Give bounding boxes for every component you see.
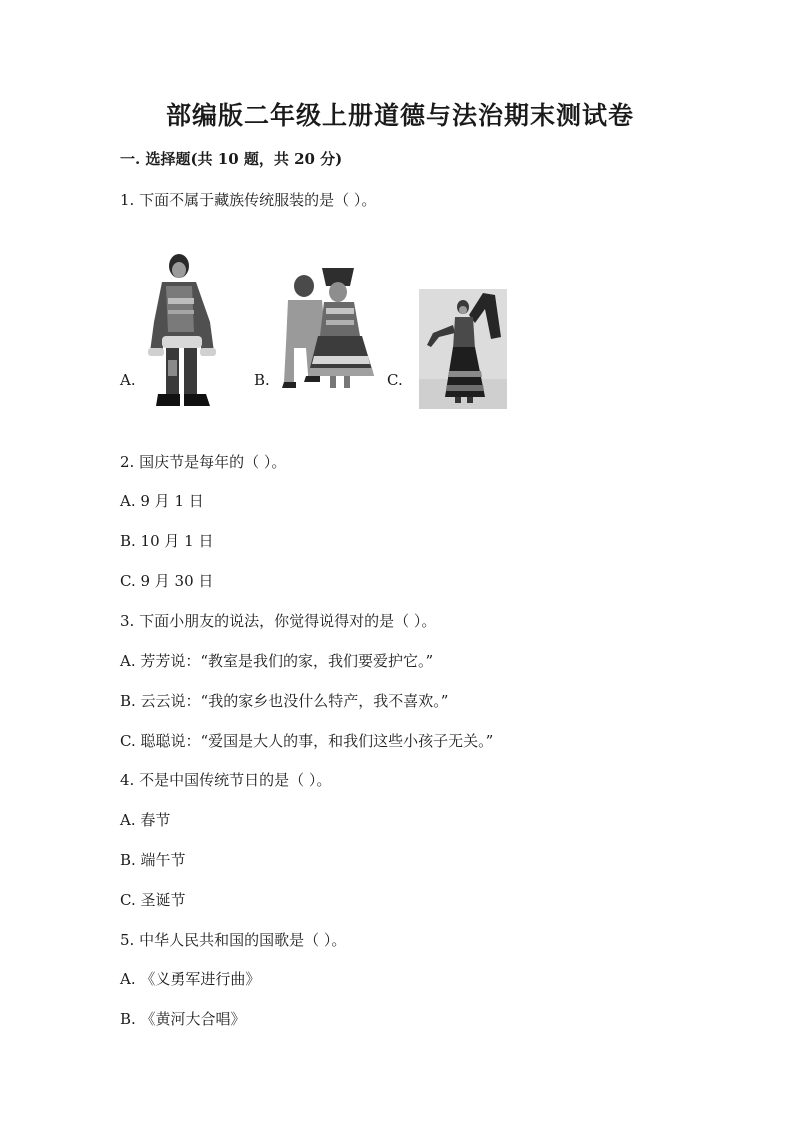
q3-option-b: B. 云云说：“我的家乡也没什么特产，我不喜欢。” bbox=[120, 692, 449, 710]
question-5-stem: 5. 中华人民共和国的国歌是（ ）。 bbox=[120, 931, 347, 949]
q1-option-a-image bbox=[144, 252, 220, 410]
page-title: 部编版二年级上册道德与法治期末测试卷 bbox=[165, 101, 634, 130]
q5-option-b: B. 《黄河大合唱》 bbox=[120, 1010, 246, 1028]
q1-option-b-image bbox=[280, 264, 376, 394]
q3-option-c: C. 聪聪说：“爱国是大人的事，和我们这些小孩子无关。” bbox=[120, 732, 494, 750]
q2-option-c: C. 9 月 30 日 bbox=[120, 572, 214, 590]
question-3-stem: 3. 下面小朋友的说法，你觉得说得对的是（ ）。 bbox=[120, 612, 437, 630]
question-2-stem: 2. 国庆节是每年的（ ）。 bbox=[120, 453, 287, 471]
q4-option-b: B. 端午节 bbox=[120, 851, 186, 869]
q3-option-a: A. 芳芳说：“教室是我们的家，我们要爱护它。” bbox=[120, 652, 434, 670]
section-heading: 一. 选择题(共 10 题，共 20 分) bbox=[120, 150, 343, 168]
q4-option-a: A. 春节 bbox=[120, 811, 171, 829]
q2-option-b: B. 10 月 1 日 bbox=[120, 532, 214, 550]
q1-option-a-label: A. bbox=[120, 371, 136, 389]
question-1-stem: 1. 下面不属于藏族传统服装的是（ ）。 bbox=[120, 191, 377, 209]
q2-option-a: A. 9 月 1 日 bbox=[120, 492, 204, 510]
q4-option-c: C. 圣诞节 bbox=[120, 891, 186, 909]
q1-option-b-label: B. bbox=[254, 371, 270, 389]
q1-option-c-label: C. bbox=[387, 371, 403, 389]
question-4-stem: 4. 不是中国传统节日的是（ ）。 bbox=[120, 771, 332, 789]
q1-option-c-image bbox=[419, 289, 507, 409]
q5-option-a: A. 《义勇军进行曲》 bbox=[120, 970, 261, 988]
